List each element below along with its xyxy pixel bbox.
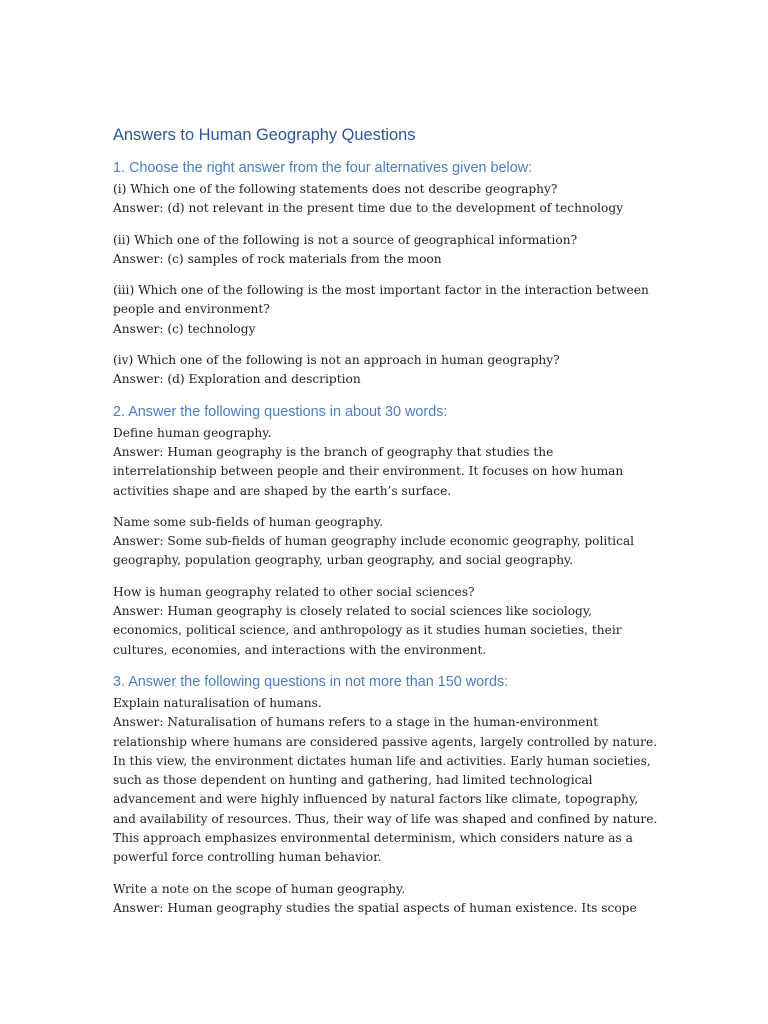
- qa-item: [113, 694, 658, 868]
- section-heading-1: 1. Choose the right answer from the four alternatives given below:: [113, 160, 533, 176]
- section-heading-2: 2. Answer the following questions in about 30 words:: [113, 403, 448, 420]
- document-title: Answers to Human Geography Questions: [113, 126, 416, 144]
- qa-item: [113, 281, 658, 339]
- answer-text: Answer: (d) Exploration and description: [113, 372, 361, 387]
- qa-item: [113, 880, 658, 919]
- answer-text: Answer: Some sub-fields of human geography include economic geography, political geography, population geography, urban geography, and social geography.: [113, 534, 635, 568]
- section-heading-3: 3. Answer the following questions in not more than 150 words:: [113, 673, 509, 690]
- question-text: (ii) Which one of the following is not a source of geographical information?: [113, 232, 578, 247]
- answer-text: Answer: (c) technology: [113, 321, 256, 336]
- qa-item: [113, 513, 658, 571]
- question-text: Name some sub-fields of human geography.: [113, 514, 384, 529]
- qa-item: [113, 424, 658, 501]
- qa-item: [113, 180, 658, 219]
- answer-text: Answer: Human geography is closely related to social sciences like sociology, economics, political science, and anthropology as it studies human societies, their cultures, economies, and interactions with the environment.: [113, 604, 622, 657]
- qa-item: [113, 583, 658, 660]
- question-text: Define human geography.: [113, 425, 272, 440]
- answer-text: Answer: Human geography studies the spatial aspects of human existence. Its scope: [113, 900, 637, 915]
- question-text: (i) Which one of the following statements does not describe geography?: [113, 182, 558, 196]
- question-text: Write a note on the scope of human geography.: [113, 881, 406, 896]
- answer-text: Answer: (d) not relevant in the present time due to the development of technology: [113, 201, 624, 216]
- qa-item: [113, 351, 658, 390]
- answer-text: Answer: Human geography is the branch of geography that studies the interrelationship between people and their environment. It focuses on how human activities shape and are shaped by the earth’s surface.: [113, 444, 624, 498]
- question-text: Explain naturalisation of humans.: [113, 695, 322, 710]
- answer-text: Answer: (c) samples of rock materials from the moon: [113, 251, 442, 266]
- question-text: How is human geography related to other social sciences?: [113, 584, 475, 599]
- question-text: (iv) Which one of the following is not an approach in human geography?: [113, 353, 560, 368]
- qa-item: [113, 231, 658, 270]
- document-page: [113, 124, 658, 930]
- answer-text: Answer: Naturalisation of humans refers to a stage in the human-environment relationship where humans are considered passive agents, largely controlled by nature. In this view, the environment dictates human life and activities. Early human societies, such as those dependent on hunting and gathering, had limited technological advancement and were highly influenced by natural factors like climate, topography, and availability of resources. Thus, their way of life was shaped and confined by nature. This approach emphasizes environmental determinism, which considers nature as a powerful force controlling human behavior.: [113, 715, 658, 865]
- question-text: (iii) Which one of the following is the most important factor in the interaction between people and environment?: [113, 283, 649, 317]
